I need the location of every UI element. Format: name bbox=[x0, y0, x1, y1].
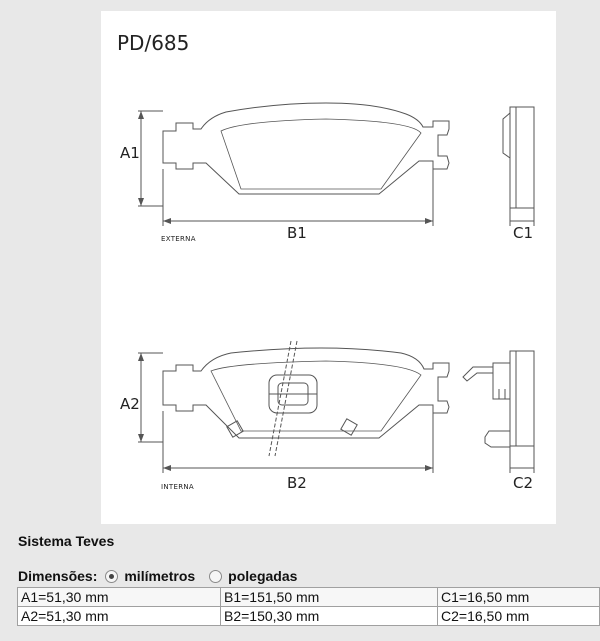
face-label-externa: EXTERNA bbox=[161, 235, 196, 243]
units-label: Dimensões: bbox=[18, 568, 98, 584]
table-cell: B2=150,30 mm bbox=[221, 607, 438, 626]
dimension-label-c2: C2 bbox=[513, 474, 534, 492]
units-selector bbox=[18, 567, 311, 585]
table-cell: A2=51,30 mm bbox=[18, 607, 221, 626]
table-row bbox=[18, 588, 600, 607]
dimension-label-c1: C1 bbox=[513, 224, 534, 242]
unit-option-millimeters[interactable] bbox=[105, 568, 195, 584]
table-cell: C1=16,50 mm bbox=[438, 588, 600, 607]
technical-drawing bbox=[101, 11, 556, 524]
table-row bbox=[18, 607, 600, 626]
face-label-interna: INTERNA bbox=[161, 483, 194, 491]
dimensions-table bbox=[17, 587, 600, 626]
dimension-label-b2: B2 bbox=[287, 474, 307, 492]
millimeters-label: milímetros bbox=[124, 568, 196, 584]
millimeters-radio[interactable] bbox=[105, 570, 118, 583]
dimension-label-a1: A1 bbox=[120, 144, 140, 162]
table-cell: C2=16,50 mm bbox=[438, 607, 600, 626]
brake-pad-drawing bbox=[101, 11, 556, 524]
inches-label: polegadas bbox=[228, 568, 298, 584]
table-cell: B1=151,50 mm bbox=[221, 588, 438, 607]
part-code: PD/685 bbox=[117, 31, 190, 55]
inches-radio[interactable] bbox=[209, 570, 222, 583]
system-title: Sistema Teves bbox=[18, 533, 115, 549]
unit-option-inches[interactable] bbox=[209, 568, 297, 584]
dimension-label-a2: A2 bbox=[120, 395, 140, 413]
dimension-label-b1: B1 bbox=[287, 224, 307, 242]
table-cell: A1=51,30 mm bbox=[18, 588, 221, 607]
